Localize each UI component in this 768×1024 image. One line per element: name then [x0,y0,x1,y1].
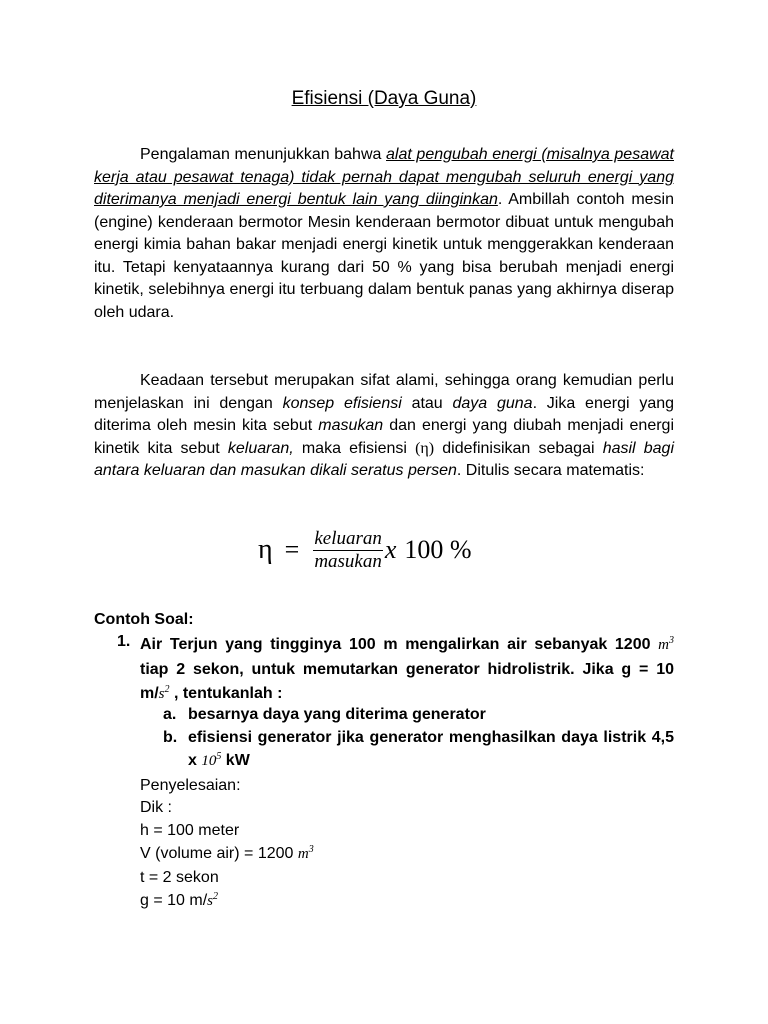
unit-exponent: 3 [308,844,314,855]
text-span: didefinisikan sebagai [434,439,603,457]
unit-s2 [207,893,218,909]
text-span: , tentukanlah : [169,685,283,702]
italic-term: hasil bagi antara keluaran dan masukan dikali seratus persen [94,439,675,479]
text-span: tiap 2 sekon, untuk memutarkan generator hidrolistrik. Jika g = 10 m/ [140,660,674,702]
unit-exponent: 2 [164,684,170,695]
efficiency-formula [258,528,472,572]
unit-base: m [297,846,309,862]
text-span: Keadaan tersebut merupakan sifat alami, sehingga orang kemudian perlu menjelaskan ini dengan [94,372,674,412]
formula-equals: = [284,535,300,564]
given-volume [140,843,314,865]
item-text [188,727,674,772]
eta-symbol: (η) [415,439,435,457]
example-heading: Contoh Soal: [94,611,194,628]
text-span: Air Terjun yang tingginya 100 m mengalirkan air sebanyak 1200 [140,636,659,653]
text-span: . Ambillah contoh mesin (engine) kenderaan bermotor Mesin kenderaan bermotor dibuat untuk mengubah energi kimia bahan bakar menjadi energi kinetik untuk menggerakkan kenderaan itu. Tetapi kenyataannya kurang dari 50 % yang bisa berubah menjadi energi kinetik, selebihnya energi itu terbuang dalam bentuk panas yang akhirnya diserap oleh udara. [94,191,674,321]
formula-fraction [313,529,383,572]
question-1-text [140,633,674,707]
solution-heading: Penyelesaian: [140,777,241,794]
given-gravity [140,890,218,912]
formula-eta: η [258,534,273,565]
text-span: kW [221,751,250,769]
unit-base: s [207,893,213,909]
text-span: Pengalaman menunjukkan bahwa [140,146,387,163]
given-time: t = 2 sekon [140,869,219,886]
formula-percent: 100 % [404,535,472,564]
underlined-definition: alat pengubah energi (misalnya pesawat kerja atau pesawat tenaga) tidak pernah dapat mengubah seluruh energi yang diterimanya menjadi energi bentuk lain yang diinginkan [94,146,674,208]
italic-term: daya guna [452,394,533,412]
italic-term: keluaran, [227,439,294,457]
unit-base: s [158,686,165,702]
paragraph-intro [94,144,674,324]
power-exponent: 5 [216,750,222,762]
text-span: maka efisiensi [293,439,416,457]
text-span: dan energi yang diubah menjadi energi kinetik kita sebut [94,417,674,457]
italic-term: masukan [318,417,384,434]
power-of-ten [201,750,222,769]
text-span: g = 10 m/ [140,892,208,909]
question-number: 1. [117,633,131,650]
unit-exponent: 3 [669,635,674,646]
power-base: 10 [201,752,217,769]
item-label: b. [163,729,178,746]
text-span: atau [401,394,453,412]
sub-question-b [163,727,674,772]
unit-m3 [658,637,674,653]
text-span: efisiensi generator jika generator menghasilkan daya listrik 4,5 x [188,729,674,769]
unit-s2 [159,686,170,702]
page-title: Efisiensi (Daya Guna) [291,88,477,109]
fraction-denominator: masukan [314,550,382,572]
given-label: Dik : [140,799,172,816]
paragraph-efficiency [94,370,674,483]
text-span: . Ditulis secara matematis: [456,462,645,479]
text-span: V (volume air) = 1200 [140,845,298,862]
given-height: h = 100 meter [140,822,240,839]
sub-question-a [163,704,674,727]
text-span: . Jika energi yang diterima oleh mesin kita sebut [94,394,675,434]
item-label: a. [163,706,177,723]
unit-base: m [658,637,669,653]
fraction-numerator: keluaran [314,527,382,549]
unit-exponent: 2 [213,891,218,902]
formula-times: x [384,535,397,564]
item-text: besarnya daya yang diterima generator [188,706,486,723]
italic-term: konsep efisiensi [282,394,402,412]
unit-m3 [298,846,314,862]
